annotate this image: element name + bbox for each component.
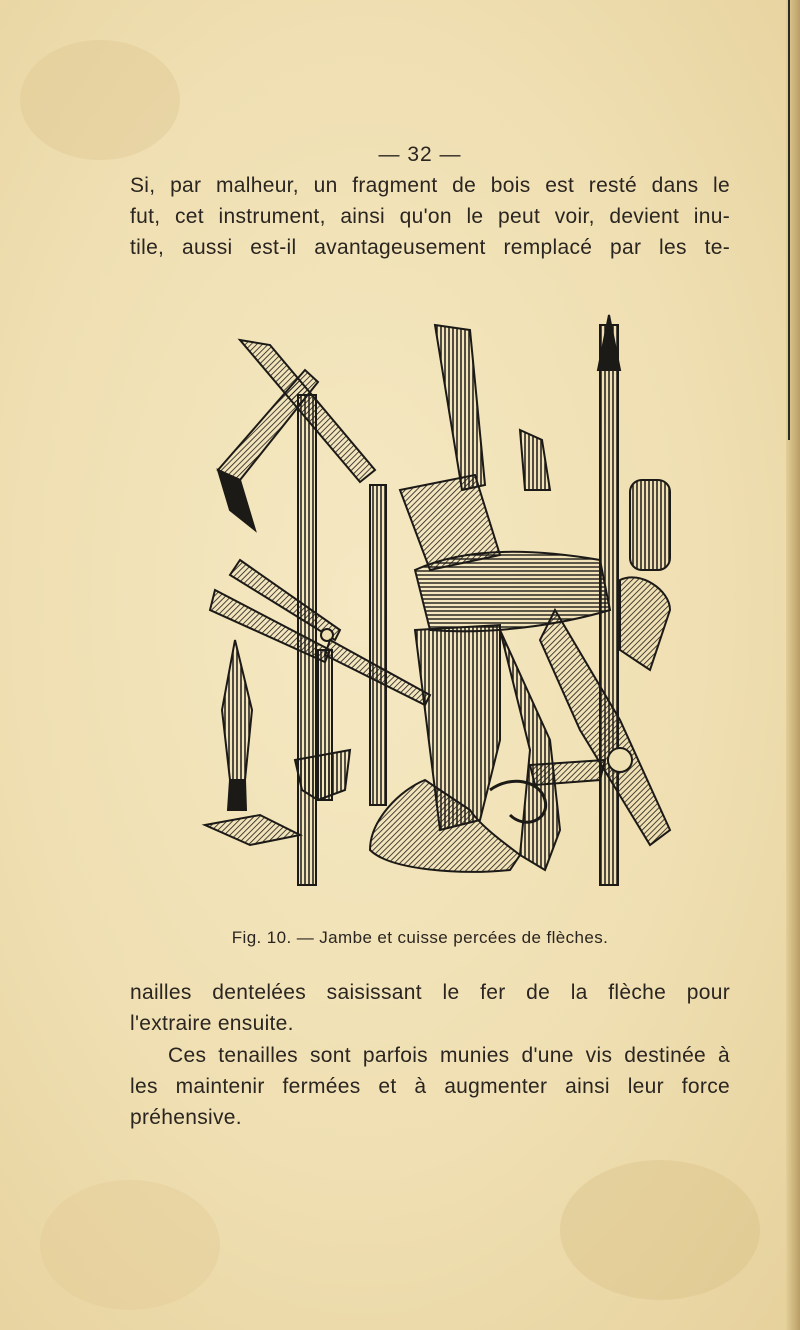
text-line: l'extraire ensuite. xyxy=(130,1012,294,1035)
text-line: les maintenir fermées et à augmenter ainsi leur force xyxy=(130,1075,730,1098)
text-line: fut, cet instrument, ainsi qu'on le peut voir, devient inu- xyxy=(130,205,730,228)
text-line: Ces tenailles sont parfois munies d'une vis destinée à xyxy=(168,1044,730,1067)
page-number: — 32 — xyxy=(378,143,462,166)
paper-stain xyxy=(40,1180,220,1310)
text-line: Si, par malheur, un fragment de bois est resté dans le xyxy=(130,174,730,197)
leg-and-thigh-engraving xyxy=(200,310,690,895)
paragraph-top xyxy=(130,170,730,263)
figure-caption: Fig. 10. — Jambe et cuisse percées de flèches. xyxy=(231,928,609,947)
engraving-figure xyxy=(200,310,690,895)
paper-stain xyxy=(20,40,180,160)
text-line: préhensive. xyxy=(130,1106,242,1129)
paper-stain xyxy=(560,1160,760,1300)
page-edge-shadow xyxy=(788,0,790,440)
paragraph-continuation xyxy=(130,977,730,1039)
paragraph-bottom xyxy=(130,1040,730,1133)
text-line: nailles dentelées saisissant le fer de la flèche pour xyxy=(130,981,730,1004)
text-line: tile, aussi est-il avantageusement remplacé par les te- xyxy=(130,236,730,259)
